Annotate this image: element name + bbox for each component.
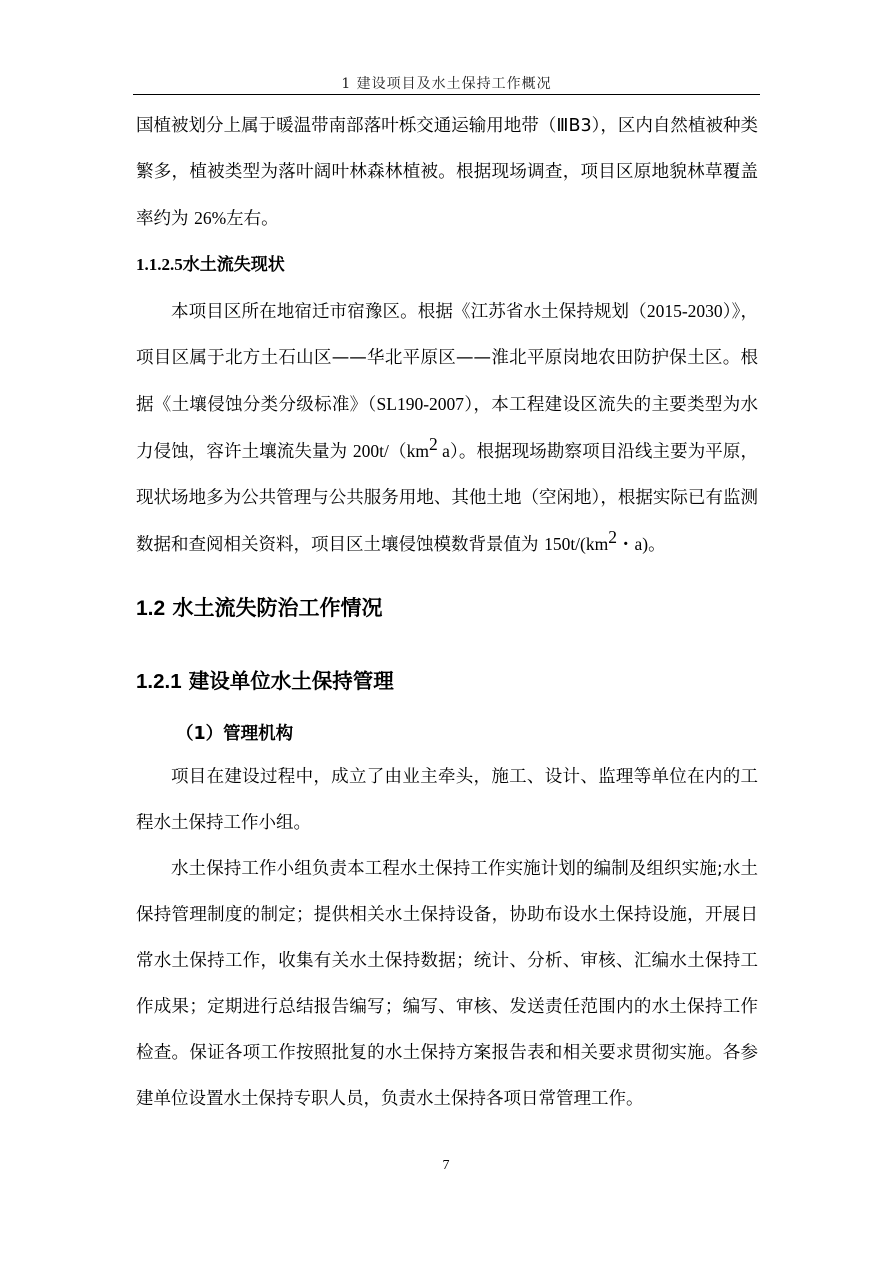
heading-number: 1.1.2.5 bbox=[136, 255, 183, 274]
allowable-unit-km: km bbox=[406, 441, 429, 461]
allowable-loss-value: 200t/ bbox=[352, 441, 389, 461]
management-paragraph-1: 项目在建设过程中，成立了由业主牵头，施工、设计、监理等单位在内的工程水土保持工作小组。 bbox=[136, 767, 758, 833]
allowable-unit-a: a bbox=[437, 441, 450, 461]
heading-1-2-1 bbox=[136, 651, 758, 714]
heading-number: 1.2.1 bbox=[136, 670, 182, 693]
plan-years: 2015-2030 bbox=[646, 301, 723, 321]
allowable-unit-sup: 2 bbox=[428, 434, 438, 455]
standard-code: SL190-2007 bbox=[376, 394, 465, 414]
page-number: 7 bbox=[442, 1158, 450, 1173]
management-paragraph-2: 水土保持工作小组负责本工程水土保持工作实施计划的编制及组织实施;水土保持管理制度的制定；提供相关水土保持设备，协助布设水土保持设施，开展日常水土保持工作，收集有关水土保持数据；统计、分析、审核、汇编水土保持工作成果；定期进行总结报告编写；编写、审核、发送责任范围内的水土保持工作检查。保证各项工作按照批复的水土保持方案报告表和相关要求贯彻实施。各参建单位设置水土保持专职人员，负责水土保持各项日常管理工作。 bbox=[136, 859, 758, 1109]
running-header: 1 建设项目及水土保持工作概况 bbox=[341, 76, 552, 92]
erosion-text-6: 。 bbox=[648, 535, 666, 555]
erosion-status-paragraph bbox=[136, 288, 758, 568]
heading-text: 水土流失现状 bbox=[182, 255, 285, 275]
heading-number: 1.2 bbox=[136, 597, 166, 620]
background-modulus-sup: 2 bbox=[608, 527, 617, 548]
background-modulus-value: 150t/(km bbox=[544, 534, 609, 554]
erosion-text-1: 本项目区所在地宿迁市宿豫区。根据《江苏省水土保持规划（ bbox=[171, 302, 647, 322]
background-modulus-unit: ・a) bbox=[616, 534, 649, 554]
heading-1-1-2-5 bbox=[136, 242, 758, 288]
erosion-text-2: ）》，项目区属于北方土石山区——华北平原区——淮北平原岗地农田防护保土区。根据《土壤侵蚀分类分级标准》（ bbox=[136, 302, 759, 415]
erosion-text-5: ）。根据现场勘察项目沿线主要为平原，现状场地多为公共管理与公共服务用地、其他土地（空闲地），根据实际已有监测数据和查阅相关资料，项目区土壤侵蚀模数背景值为 bbox=[136, 442, 758, 555]
erosion-text-4: （ bbox=[388, 442, 407, 462]
vegetation-paragraph bbox=[136, 103, 758, 242]
vegetation-text-end: 左右。 bbox=[226, 209, 279, 229]
vegetation-text: 国植被划分上属于暖温带南部落叶栎交通运输用地带（ⅢB3），区内自然植被种类繁多，植被类型为落叶阔叶林森林植被。根据现场调查，项目区原地貌林草覆盖率约为 bbox=[136, 116, 758, 229]
item-heading-management-organization: （1）管理机构 bbox=[176, 724, 294, 744]
header-rule bbox=[133, 94, 760, 95]
coverage-value: 26% bbox=[194, 208, 227, 228]
erosion-text-3: ），本工程建设区流失的主要类型为水力侵蚀，容许土壤流失量为 bbox=[136, 395, 759, 462]
heading-1-2 bbox=[136, 568, 758, 651]
heading-text: 建设单位水土保持管理 bbox=[188, 669, 394, 693]
heading-text: 水土流失防治工作情况 bbox=[172, 596, 383, 620]
page-content bbox=[136, 103, 758, 1122]
